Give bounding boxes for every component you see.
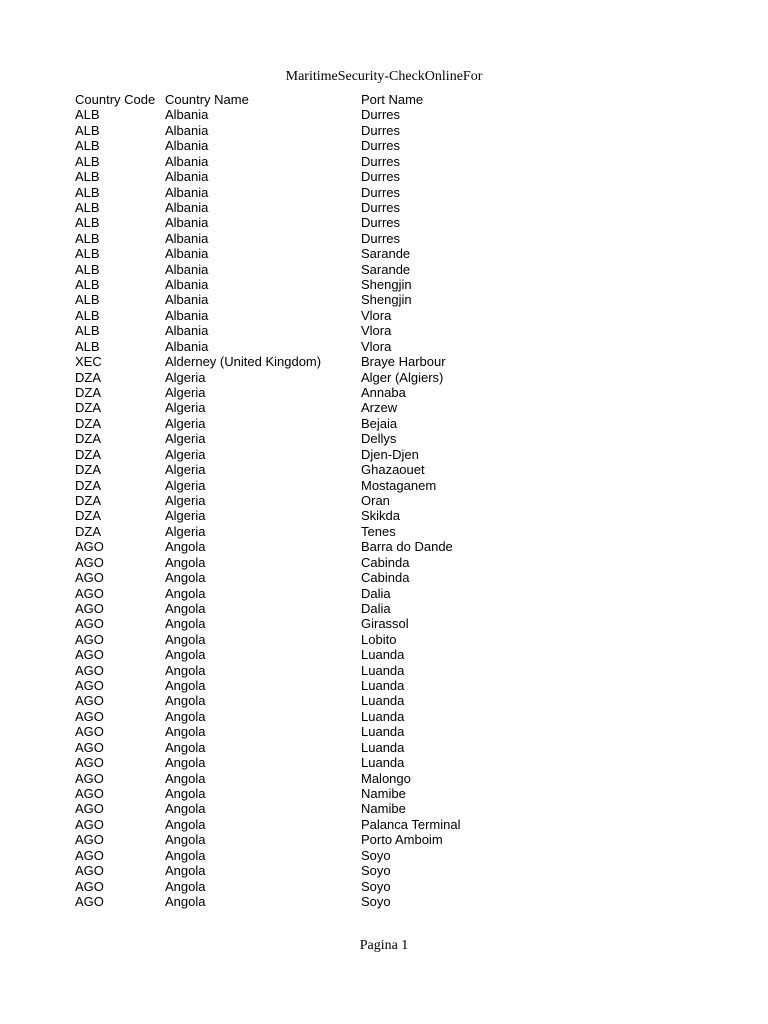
column-header-country-name: Country Name [165,92,249,107]
country-name-cell: Angola [165,554,206,570]
country-name-cell: Angola [165,647,206,663]
country-code-cell: AGO [75,693,104,709]
port-name-cell: Durres [361,215,401,231]
country-code-cell: ALB [75,184,100,200]
country-code-cell: AGO [75,832,104,848]
country-name-cell: Angola [165,847,206,863]
port-name-cell: Durres [361,122,401,138]
country-code-cell: AGO [75,662,104,678]
country-name-cell: Albania [165,307,209,323]
port-name-cell: Soyo [361,878,391,894]
country-name-cell: Algeria [165,415,206,431]
country-name-cell: Albania [165,246,209,262]
country-name-cell: Albania [165,323,209,339]
port-name-cell: Luanda [361,708,405,724]
country-name-cell: Algeria [165,492,206,508]
port-name-cell: Durres [361,199,401,215]
port-name-cell: Malongo [361,770,411,786]
country-name-cell: Algeria [165,400,206,416]
country-name-cell: Algeria [165,446,206,462]
country-name-cell: Alderney (United Kingdom) [165,354,322,370]
country-name-cell: Angola [165,539,206,555]
port-name-cell: Namibe [361,785,406,801]
port-name-cell: Durres [361,153,401,169]
country-code-cell: ALB [75,292,100,308]
country-code-cell: AGO [75,893,104,909]
port-name-cell: Luanda [361,678,405,694]
port-name-cell: Durres [361,230,401,246]
port-name-cell: Arzew [361,400,398,416]
country-name-cell: Angola [165,616,206,632]
port-name-cell: Cabinda [361,554,410,570]
port-name-cell: Luanda [361,647,405,663]
country-name-cell: Albania [165,138,209,154]
port-name-cell: Cabinda [361,570,410,586]
country-name-cell: Angola [165,755,206,771]
country-code-cell: AGO [75,708,104,724]
country-code-cell: ALB [75,307,100,323]
country-code-cell: ALB [75,215,100,231]
country-code-cell: AGO [75,678,104,694]
country-code-cell: AGO [75,647,104,663]
country-code-cell: ALB [75,338,100,354]
port-name-cell: Alger (Algiers) [361,369,444,385]
country-name-cell: Angola [165,724,206,740]
port-name-cell: Girassol [361,616,409,632]
country-code-cell: ALB [75,138,100,154]
country-name-cell: Angola [165,770,206,786]
country-code-cell: ALB [75,323,100,339]
port-name-cell: Barra do Dande [361,539,453,555]
port-name-cell: Soyo [361,863,391,879]
port-name-cell: Bejaia [361,415,398,431]
port-name-cell: Braye Harbour [361,354,446,370]
port-name-cell: Soyo [361,847,391,863]
port-name-cell: Durres [361,138,401,154]
port-name-cell: Sarande [361,246,411,262]
country-name-cell: Albania [165,199,209,215]
port-name-cell: Ghazaouet [361,462,425,478]
country-code-cell: AGO [75,785,104,801]
country-code-cell: DZA [75,492,101,508]
port-name-cell: Namibe [361,801,406,817]
country-code-cell: AGO [75,801,104,817]
country-code-cell: DZA [75,446,101,462]
country-code-cell: AGO [75,616,104,632]
port-name-cell: Luanda [361,739,405,755]
country-name-cell: Albania [165,215,209,231]
country-name-cell: Angola [165,585,206,601]
country-name-cell: Albania [165,338,209,354]
country-code-cell: AGO [75,539,104,555]
port-name-cell: Shengjin [361,292,412,308]
country-code-cell: DZA [75,369,101,385]
country-name-cell: Angola [165,708,206,724]
country-name-cell: Angola [165,600,206,616]
country-code-cell: ALB [75,230,100,246]
port-name-cell: Annaba [361,385,406,401]
country-name-cell: Albania [165,122,209,138]
country-name-cell: Albania [165,153,209,169]
country-name-cell: Albania [165,184,209,200]
port-name-cell: Palanca Terminal [361,816,461,832]
page-title: MaritimeSecurity-CheckOnlineFor [285,69,483,84]
country-code-cell: AGO [75,770,104,786]
port-name-cell: Mostaganem [361,477,437,493]
port-name-cell: Djen-Djen [361,446,419,462]
port-name-cell: Skikda [361,508,401,524]
port-name-cell: Dalia [361,600,391,616]
country-name-cell: Angola [165,693,206,709]
country-code-cell: DZA [75,400,101,416]
country-code-cell: XEC [75,354,102,370]
country-name-cell: Algeria [165,477,206,493]
country-name-cell: Angola [165,678,206,694]
country-code-cell: DZA [75,508,101,524]
country-code-cell: AGO [75,570,104,586]
country-code-cell: ALB [75,261,100,277]
country-code-cell: AGO [75,863,104,879]
port-name-cell: Durres [361,169,401,185]
country-name-cell: Angola [165,893,206,909]
country-name-cell: Angola [165,631,206,647]
country-name-cell: Angola [165,832,206,848]
port-name-cell: Porto Amboim [361,832,443,848]
country-name-cell: Angola [165,801,206,817]
country-code-cell: DZA [75,431,101,447]
port-name-cell: Vlora [361,338,392,354]
country-name-cell: Angola [165,739,206,755]
country-code-cell: ALB [75,169,100,185]
port-name-cell: Dalia [361,585,391,601]
country-code-cell: AGO [75,724,104,740]
port-name-cell: Luanda [361,662,405,678]
country-code-cell: ALB [75,122,100,138]
country-name-cell: Angola [165,816,206,832]
port-name-cell: Durres [361,184,401,200]
port-name-cell: Dellys [361,431,397,447]
country-code-cell: AGO [75,878,104,894]
country-code-cell: ALB [75,277,100,293]
country-name-cell: Angola [165,878,206,894]
port-name-cell: Durres [361,107,401,123]
country-name-cell: Angola [165,570,206,586]
country-code-cell: DZA [75,385,101,401]
country-name-cell: Albania [165,261,209,277]
country-code-cell: AGO [75,554,104,570]
country-name-cell: Albania [165,292,209,308]
page-number: Pagina 1 [359,938,409,953]
port-name-cell: Lobito [361,631,397,647]
country-code-cell: AGO [75,739,104,755]
country-name-cell: Algeria [165,508,206,524]
port-name-cell: Vlora [361,323,392,339]
country-code-cell: AGO [75,755,104,771]
country-code-cell: DZA [75,415,101,431]
country-code-cell: ALB [75,246,100,262]
port-name-cell: Tenes [361,523,396,539]
country-name-cell: Angola [165,662,206,678]
country-name-cell: Algeria [165,369,206,385]
country-code-cell: AGO [75,847,104,863]
country-name-cell: Albania [165,107,209,123]
column-header-port-name: Port Name [361,92,424,107]
country-name-cell: Albania [165,277,209,293]
port-name-cell: Luanda [361,755,405,771]
country-name-cell: Algeria [165,462,206,478]
country-name-cell: Angola [165,863,206,879]
port-name-cell: Soyo [361,893,391,909]
country-code-cell: AGO [75,600,104,616]
country-name-cell: Albania [165,230,209,246]
port-name-cell: Luanda [361,693,405,709]
country-code-cell: DZA [75,477,101,493]
country-code-cell: ALB [75,107,100,123]
country-name-cell: Albania [165,169,209,185]
port-name-cell: Luanda [361,724,405,740]
country-name-cell: Angola [165,785,206,801]
country-name-cell: Algeria [165,385,206,401]
port-name-cell: Vlora [361,307,392,323]
column-header-country-code: Country Code [75,92,156,107]
port-name-cell: Shengjin [361,277,412,293]
country-code-cell: AGO [75,816,104,832]
country-code-cell: DZA [75,523,101,539]
country-code-cell: AGO [75,585,104,601]
country-code-cell: DZA [75,462,101,478]
country-code-cell: ALB [75,199,100,215]
country-name-cell: Algeria [165,523,206,539]
country-name-cell: Algeria [165,431,206,447]
port-name-cell: Oran [361,492,390,508]
country-code-cell: AGO [75,631,104,647]
country-code-cell: ALB [75,153,100,169]
port-name-cell: Sarande [361,261,411,277]
